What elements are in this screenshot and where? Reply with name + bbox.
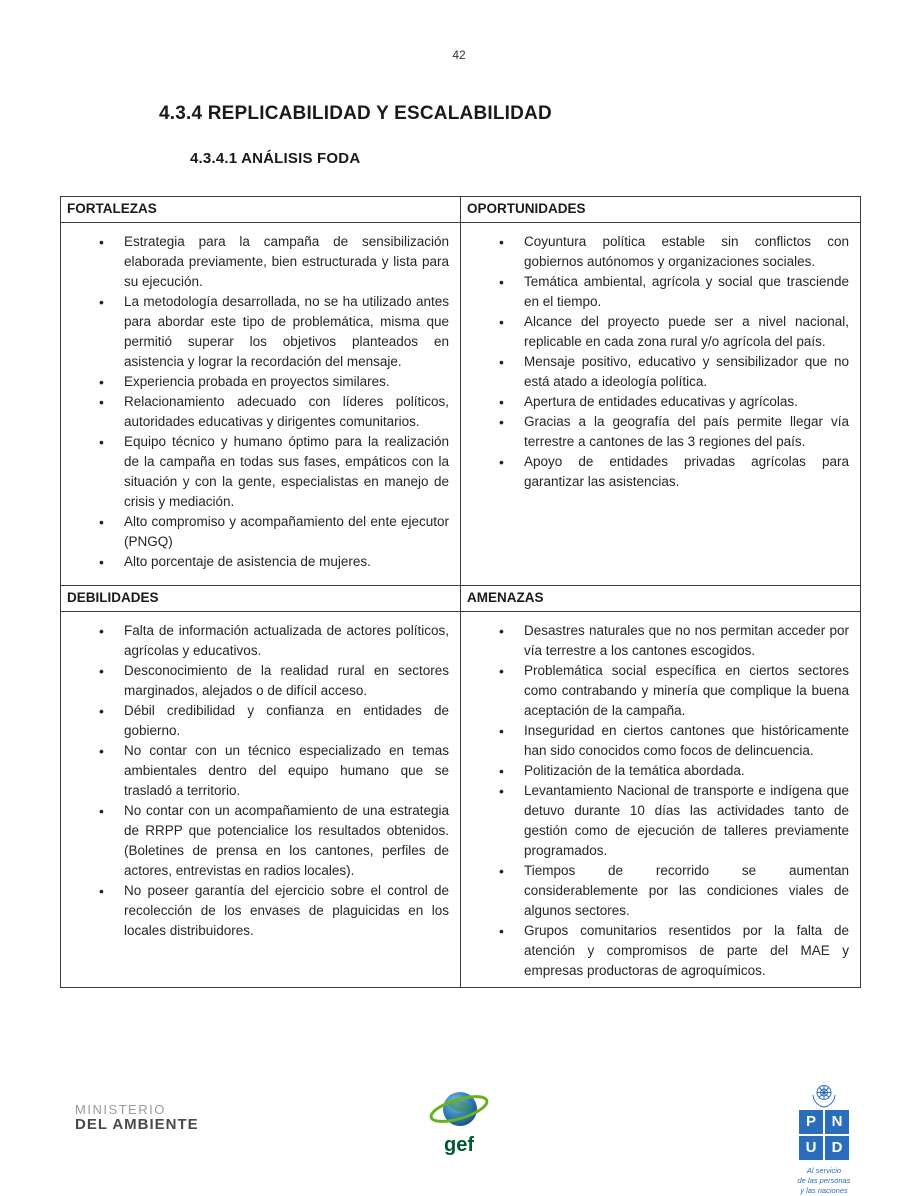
ministerio-ambiente-logo xyxy=(75,1103,199,1132)
pnud-letter-n: N xyxy=(825,1110,849,1134)
bullet-item: • Tiempos de recorrido se aumentan considerablemente por las condiciones viales de algunos sectores. xyxy=(499,861,849,921)
bullet-item: • Politización de la temática abordada. xyxy=(499,761,849,781)
amenazas-cell xyxy=(461,612,861,988)
pnud-letter-p: P xyxy=(799,1110,823,1134)
ministerio-logo-line2: DEL AMBIENTE xyxy=(75,1115,199,1133)
bullet-item: • Desconocimiento de la realidad rural en sectores marginados, alejados o de difícil acceso. xyxy=(99,661,449,701)
bullet-item: • No contar con un acompañamiento de una estrategia de RRPP que potencialice los resultados obtenidos. (Boletines de prensa en los cantones, perfiles de actores, entrevistas en radios locales). xyxy=(99,801,449,881)
foda-table xyxy=(60,196,861,988)
page-number: 42 xyxy=(452,48,466,62)
bullet-item: • Experiencia probada en proyectos similares. xyxy=(99,372,449,392)
bullet-item: • Estrategia para la campaña de sensibilización elaborada previamente, bien estructurada y lista para su ejecución. xyxy=(99,232,449,292)
bullet-item: • Apertura de entidades educativas y agrícolas. xyxy=(499,392,849,412)
bullet-item: • Mensaje positivo, educativo y sensibilizador que no está atado a ideología política. xyxy=(499,352,849,392)
bullet-item: • Débil credibilidad y confianza en entidades de gobierno. xyxy=(99,701,449,741)
pnud-letter-grid xyxy=(788,1110,860,1160)
bullet-item: • Levantamiento Nacional de transporte e indígena que detuvo durante 10 días las actividades tanto de gestión como de ejecución de talleres previamente programados. xyxy=(499,781,849,861)
bullet-item: • No poseer garantía del ejercicio sobre el control de recolección de los envases de plaguicidas en los locales distribuidores. xyxy=(99,881,449,941)
page-footer xyxy=(0,1080,918,1196)
bullet-item: • Problemática social específica en ciertos sectores como contrabando y minería que complique la buena aceptación de la campaña. xyxy=(499,661,849,721)
un-emblem-icon xyxy=(809,1082,839,1109)
subsection-heading: 4.3.4.1 ANÁLISIS FODA xyxy=(190,150,361,167)
debilidades-list xyxy=(62,621,455,941)
bullet-item: • Alcance del proyecto puede ser a nivel nacional, replicable en cada zona rural y/o agrícola del país. xyxy=(499,312,849,352)
oportunidades-cell xyxy=(461,223,861,586)
bullet-item: • La metodología desarrollada, no se ha utilizado antes para abordar este tipo de problemática, misma que permitió superar los objetivos planteados en asistencia y lograr la recordación del mensaje. xyxy=(99,292,449,372)
bullet-item: • Gracias a la geografía del país permite llegar vía terrestre a cantones de las 3 regiones del país. xyxy=(499,412,849,452)
pnud-tagline-line3: y las naciones xyxy=(800,1186,848,1196)
foda-header-row-top xyxy=(61,197,861,223)
bullet-item: • Apoyo de entidades privadas agrícolas para garantizar las asistencias. xyxy=(499,452,849,492)
amenazas-header: AMENAZAS xyxy=(461,586,861,612)
foda-content-row-bottom xyxy=(61,612,861,988)
bullet-item: • Coyuntura política estable sin conflictos con gobiernos autónomos y organizaciones sociales. xyxy=(499,232,849,272)
fortalezas-cell xyxy=(61,223,461,586)
gef-logo xyxy=(426,1085,492,1157)
gef-globe-icon xyxy=(426,1085,492,1135)
pnud-tagline-line1: Al servicio xyxy=(806,1166,842,1175)
fortalezas-header: FORTALEZAS xyxy=(61,197,461,223)
bullet-item: • Falta de información actualizada de actores políticos, agrícolas y educativos. xyxy=(99,621,449,661)
oportunidades-list xyxy=(462,232,855,492)
bullet-item: • Temática ambiental, agrícola y social que trasciende en el tiempo. xyxy=(499,272,849,312)
pnud-tagline-line2: de las personas xyxy=(797,1176,851,1186)
foda-content-row-top xyxy=(61,223,861,586)
foda-header-row-bottom xyxy=(61,586,861,612)
bullet-item: • Desastres naturales que no nos permitan acceder por vía terrestre a los cantones escogidos. xyxy=(499,621,849,661)
bullet-item: • Relacionamiento adecuado con líderes políticos, autoridades educativas y dirigentes comunitarios. xyxy=(99,392,449,432)
section-heading: 4.3.4 REPLICABILIDAD Y ESCALABILIDAD xyxy=(159,103,552,124)
bullet-item: • Alto porcentaje de asistencia de mujeres. xyxy=(99,552,449,572)
gef-logo-text: gef xyxy=(444,1134,474,1156)
bullet-item: • Alto compromiso y acompañamiento del ente ejecutor (PNGQ) xyxy=(99,512,449,552)
debilidades-header: DEBILIDADES xyxy=(61,586,461,612)
ministerio-logo-line1: MINISTERIO xyxy=(75,1102,166,1117)
amenazas-list xyxy=(462,621,855,981)
pnud-logo xyxy=(788,1082,860,1196)
pnud-letter-d: D xyxy=(825,1136,849,1160)
bullet-item: • Inseguridad en ciertos cantones que históricamente han sido conocidos como focos de delincuencia. xyxy=(499,721,849,761)
bullet-item: • Grupos comunitarios resentidos por la falta de atención y compromisos de parte del MAE y empresas productoras de agroquímicos. xyxy=(499,921,849,981)
debilidades-cell xyxy=(61,612,461,988)
bullet-item: • Equipo técnico y humano óptimo para la realización de la campaña en todas sus fases, empáticos con la situación y con la gente, especialistas en manejo de crisis y mediación. xyxy=(99,432,449,512)
oportunidades-header: OPORTUNIDADES xyxy=(461,197,861,223)
fortalezas-list xyxy=(62,232,455,572)
pnud-letter-u: U xyxy=(799,1136,823,1160)
pnud-tagline xyxy=(788,1166,860,1196)
bullet-item: • No contar con un técnico especializado en temas ambientales dentro del equipo humano que se trasladó a territorio. xyxy=(99,741,449,801)
